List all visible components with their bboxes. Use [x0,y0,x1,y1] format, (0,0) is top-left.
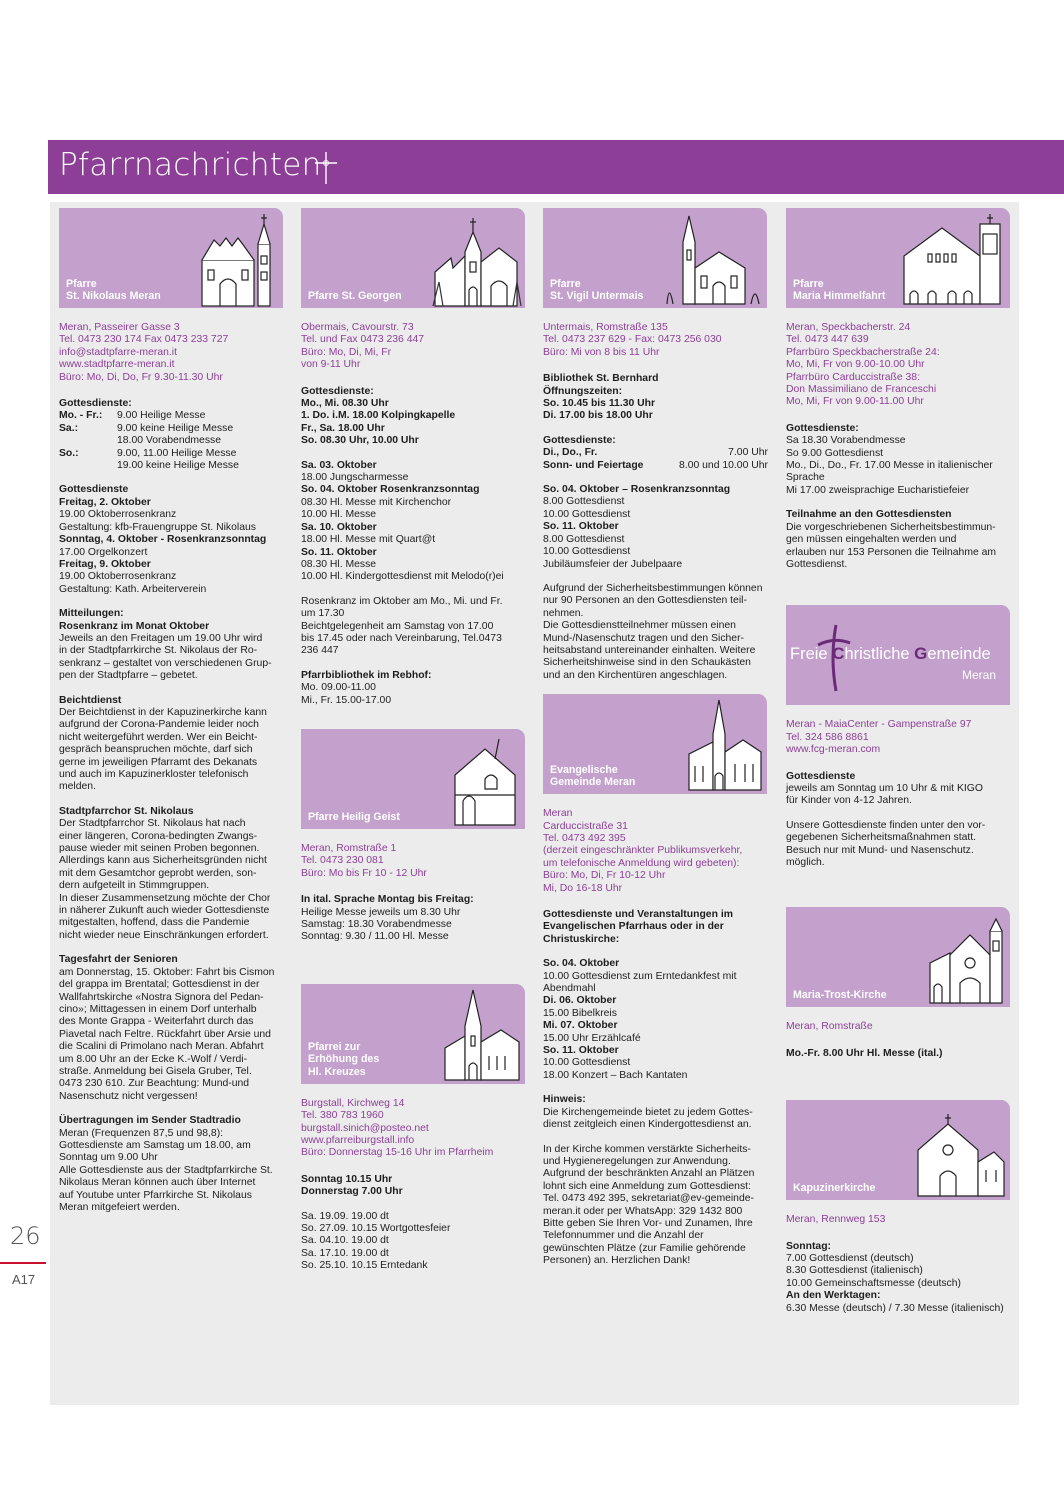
safety-notice: Unsere Gottesdienste finden unter den vor- gegebenen Sicherheitsmaßnahmen statt. Besuch nur mit Mund- und Nasenschutz. möglich. [786,819,986,868]
parish-card-maria-himmelfahrt [786,208,1010,308]
services-block: Gottesdienste jeweils am Sonntag um 10 Uhr & mit KIGO für Kinder von 4-12 Jahren. [786,770,983,807]
church-vigil-icon [661,212,761,306]
parish-card-heilig-geist [301,729,525,829]
page-rule [0,1262,46,1264]
church-maria-trost-icon [926,911,1008,1005]
page-title: Pfarrnachrichten [59,147,322,183]
website-link[interactable]: www.fcg-meran.com [786,744,881,756]
services-block: Mo.-Fr. 8.00 Uhr Hl. Messe (ital.) [786,1047,943,1059]
parish-name: Pfarre Heilig Geist [308,810,400,823]
contact-block: Untermais, Romstraße 135 Tel. 0473 237 629 - Fax: 0473 256 030 Büro: Mi von 8 bis 11 Uhr [543,322,722,358]
parish-name: Pfarre Maria Himmelfahrt [793,277,886,302]
church-heilig-geist-icon [449,735,521,827]
church-nikolaus-icon [194,210,282,308]
confession-service: Beichtdienst Der Beichtdienst in der Kapuzinerkirche kann aufgrund der Corona-Pandemie leider noch nicht weitergeführt werden. Wer ein Beicht- gespräch beanspruchen möchte, darf sich gerne im jeweiligen Pfarramt des Dekanats und auch im Kapuzinerkloster telefonisch melden. [59,694,267,793]
events-heading: Gottesdienste und Veranstaltungen im Evangelischen Pfarrhaus oder in der Christuskirche: [543,909,733,945]
parish-card-kapuzinerkirche [786,1100,1010,1200]
website-link[interactable]: www.stadtpfarre-meran.it [59,359,175,371]
column-st-georgen [301,208,526,1285]
church-evangelisch-icon [683,696,765,792]
services-block: Gottesdienste: Di., Do., Fr. 7.00 Uhr Sonn- und Feiertage 8.00 und 10.00 Uhr [543,434,768,471]
parish-card-hl-kreuz [301,984,525,1084]
contact-block: Meran, Passeirer Gasse 3 Tel. 0473 230 174 Fax 0473 233 727 info@stadtpfarre-meran.it www.stadtpfarre-meran.it Büro: Mo, Di, Do, Fr 9.30-11.30 Uhr [59,322,284,384]
hygiene-notice: In der Kirche kommen verstärkte Sicherheits- und Hygieneregelungen zur Anwendung. Aufgrund der beschränkten Anzahl an Plätzen lohnt sich eine Anmeldung zum Gottesdienst: Tel. 0473 492 395, sekretariat@ev-gemeinde- meran.it oder per WhatsApp: 329 1432 800 Bitte geben Sie Ihren Vor- und Zunamen, Ihre Telefonnummer und die Anzahl der gewünschten Plätze (zur Familie gehörende Personen) an. Herzlichen Dank! [543,1143,755,1267]
contact-block: Meran - MaiaCenter - Gampenstraße 97 Tel. 324 586 8861 www.fcg-meran.com [786,719,1011,756]
parish-card-st-nikolaus [59,208,283,308]
contact-block: Meran, Rennweg 153 [786,1214,886,1226]
page-number: 26 [10,1222,41,1250]
cross-icon [311,150,341,186]
parish-name: Pfarre St. Georgen [308,289,402,302]
events-list: So. 04. Oktober 10.00 Gottesdienst zum Erntedankfest mit Abendmahl Di. 06. Oktober 15.00 Bibelkreis Mi. 07. Oktober 15.00 Uhr Erzählcafé So. 11. Oktober 10.00 Gottesdienst 18.00 Konzert – Bach Kantaten [543,958,737,1081]
contact-block: Burgstall, Kirchweg 14 Tel. 380 783 1960 burgstall.sinich@posteo.net www.pfarreiburgstall.info Büro: Donnerstag 15-16 Uhr im Pfarrheim [301,1098,526,1160]
senior-trip: Tagesfahrt der Senioren am Donnerstag, 15. Oktober: Fahrt bis Cismon del grappa im Brentatal; Gottesdienst in der Wallfahrtskirche «Nostra Signora del Pedan- cino»; Mittagessen in einem Dorf unterhalb des Monte Grappa - Weiterfahrt durch das Piavetal nach Feltre. Rückfahrt über Arsie und die Scalini di Primolano nach Meran. Abfahrt um 8.00 Uhr an der Ecke K.-Wolf / Verdi- straße. Anmeldung bei Gisela Gruber, Tel. 0473 230 610. Zur Beachtung: Mund-und Nasenschutz nicht vergessen! [59,954,275,1102]
parish-card-maria-trost [786,907,1010,1007]
library-block: Pfarrbibliothek im Rebhof: Mo. 09.00-11.00 Mi., Fr. 15.00-17.00 [301,669,432,706]
parish-name: Pfarre St. Nikolaus Meran [66,277,161,302]
october-services: Sa. 03. Oktober 18.00 Jungscharmesse So. 04. Oktober Rosenkranzsonntag 08.30 Hl. Messe mit Kirchenchor 10.00 Hl. Messe Sa. 10. Oktober 18.00 Hl. Messe mit Quart@t So. 11. Oktober 08.30 Hl. Messe 10.00 Hl. Kindergottesdienst mit Melodo(r)ei [301,459,504,583]
contact-block: Meran, Speckbacherstr. 24 Tel. 0473 447 639 Pfarrbüro Speckbacherstraße 24: Mo, Mi, Fr von 9.00-10.00 Uhr Pfarrbüro Carduccistraße 38: Don Massimiliano de Franceschi Mo, Mi, Fr von 9.00-11.00 Uhr [786,322,940,408]
parish-name: Evangelische Gemeinde Meran [550,763,636,788]
contact-block: Meran, Romstraße 1 Tel. 0473 230 081 Büro: Mo bis Fr 10 - 12 Uhr [301,842,427,879]
radio-broadcast: Übertragungen im Sender Stadtradio Meran (Frequenzen 87,5 und 98,8): Gottesdienste am Samstag um 18.00, am Sonntag um 9.00 Uhr Alle Gottesdienste aus der Stadtpfarrkirche St. Nikolaus Meran können auch über Internet auf Youtube unter Pfarrkirche St. Nikolaus Meran mitgefeiert werden. [59,1115,273,1213]
church-georgen-icon [429,212,523,308]
column-maria-himmelfahrt [786,208,1011,1327]
participation-notice: Teilnahme an den Gottesdiensten Die vorgeschriebenen Sicherheitsbestimmun- gen müssen eingehalten werden und erlauben nur 153 Personen die Teilnahme am Gottesdienst. [786,509,997,570]
header-banner [48,140,1064,194]
column-st-vigil [543,208,768,1280]
parish-name: Kapuzinerkirche [793,1181,876,1194]
contact-block: Obermais, Cavourstr. 73 Tel. und Fax 0473 236 447 Büro: Mo, Di, Mi, Fr von 9-11 Uhr [301,322,425,371]
services-block: Sonntag: 7.00 Gottesdienst (deutsch) 8.30 Gottesdienst (italienisch) 10.00 Gemeinschaftsmesse (deutsch) An den Werktagen: 6.30 Messe (deutsch) / 7.30 Messe (italienisch) [786,1240,1004,1314]
services-block: Sonntag 10.15 Uhr Donnerstag 7.00 Uhr [301,1173,403,1198]
page-code: A17 [12,1272,36,1287]
parish-card-evangelisch [543,694,767,794]
services-block: Gottesdienste: Mo., Mi. 08.30 Uhr 1. Do. i.M. 18.00 Kolpingkapelle Fr., Sa. 18.00 Uhr So. 08.30 Uhr, 10.00 Uhr [301,385,456,447]
hint-block: Hinweis: Die Kirchengemeinde bietet zu jedem Gottes- dienst zeitgleich einen Kindergottesdienst an. [543,1094,753,1131]
rosary-confession: Rosenkranz im Oktober am Mo., Mi. und Fr. um 17.30 Beichtgelegenheit am Samstag von 17.00 bis 17.45 oder nach Vereinbarung, Tel.0473 236 447 [301,595,503,657]
parish-name: Pfarrei zur Erhöhung des Hl. Kreuzes [308,1041,380,1078]
church-kapuziner-icon [914,1106,1008,1198]
dates-list: Sa. 19.09. 19.00 dt So. 27.09. 10.15 Wortgottesfeier Sa. 04.10. 19.00 dt Sa. 17.10. 19.00 dt So. 25.10. 10.15 Erntedank [301,1210,451,1272]
contact-block: Meran, Romstraße [786,1021,873,1033]
church-himmelfahrt-icon [898,210,1008,306]
website-link[interactable]: www.pfarreiburgstall.info [301,1135,415,1147]
october-services: So. 04. Oktober – Rosenkranzsonntag 8.00 Gottesdienst 10.00 Gottesdienst So. 11. Oktober 8.00 Gottesdienst 10.00 Gottesdienst Jubiläumsfeier der Jubelpaare [543,484,731,570]
column-st-nikolaus [59,208,284,1226]
church-kreuz-icon [441,986,523,1082]
services-block: Gottesdienste: Sa 18.30 Vorabendmesse So 9.00 Gottesdienst Mo., Di., Do., Fr. 17.00 Messe in italienischer Sprache Mi 17.00 zweisprachige Eucharistiefeier [786,422,993,496]
fcg-logo-subtitle: Meran [961,668,996,683]
parish-name: Maria-Trost-Kirche [793,989,887,1002]
safety-notice: Aufgrund der Sicherheitsbestimmungen können nur 90 Personen an den Gottesdiensten teil- nehmen. Die Gottesdienstteilnehmer müssen einen Mund-/Nasenschutz tragen und den Sicher- heitsabstand untereinander einhalten. Weitere Sicherheitshinweise sind in den Schaukästen und an den Kirchentüren angeschlagen. [543,582,763,681]
contact-block: Meran Carduccistraße 31 Tel. 0473 492 395 (derzeit eingeschränkter Publikumsverkehr, um telefonische Anmeldung wird gebeten): Büro: Mo, Di, Fr 10-12 Uhr Mi, Do 16-18 Uhr [543,808,743,894]
october-services: Gottesdienste Freitag, 2. Oktober 19.00 Oktoberrosenkranz Gestaltung: kfb-Frauengruppe St. Nikolaus Sonntag, 4. Oktober - Rosenkranzsonntag 17.00 Orgelkonzert Freitag, 9. Oktober 19.00 Oktoberrosenkranz Gestaltung: Kath. Arbeiterverein [59,484,267,595]
parish-card-st-georgen [301,208,525,308]
parish-card-st-vigil [543,208,767,308]
services-block: Gottesdienste: Mo. - Fr.: 9.00 Heilige Messe Sa.: 9.00 keine Heilige Messe 18.00 Vorabendmesse So.: 9.00, 11.00 Heilige Messe 19.00 keine Heilige Messe [59,398,239,472]
choir-notice: Stadtpfarrchor St. Nikolaus Der Stadtpfarrchor St. Nikolaus hat nach einer längeren, Corona-bedingten Zwangs- pause wieder mit seinen Proben begonnen. Allerdings kann aus Sicherheitsgründen nicht mit dem Gesamtchor geprobt werden, son- dern aufgeteilt in Stimmgruppen. In dieser Zusammensetzung möchte der Chor in näherer Zukunft auch wieder Gottesdienste mitgestalten, hoffend, dass die Pandemie nicht wieder neue Einschränkungen erfordert. [59,805,271,941]
announcements: Mitteilungen: Rosenkranz im Monat Oktober Jeweils an den Freitagen um 19.00 Uhr wird in der Stadtpfarrkirche St. Nikolaus der Ro- senkranz – gestaltet von verschiedenen Grup- pen der Stadtpfarre – gebetet. [59,608,272,682]
fcg-logo-card [786,605,1010,705]
email-link[interactable]: burgstall.sinich@posteo.net [301,1122,429,1134]
library-block: Bibliothek St. Bernhard Öffnungszeiten: So. 10.45 bis 11.30 Uhr Di. 17.00 bis 18.00 Uhr [543,373,659,422]
parish-name: Pfarre St. Vigil Untermais [550,277,644,302]
email-link[interactable]: info@stadtpfarre-meran.it [59,346,177,358]
fcg-logo-text: Freie Christliche Gemeinde [790,644,991,664]
italian-services: In ital. Sprache Montag bis Freitag: Heilige Messe jeweils um 8.30 Uhr Samstag: 18.30 Vorabendmesse Sonntag: 9.30 / 11.00 Hl. Messe [301,894,474,943]
